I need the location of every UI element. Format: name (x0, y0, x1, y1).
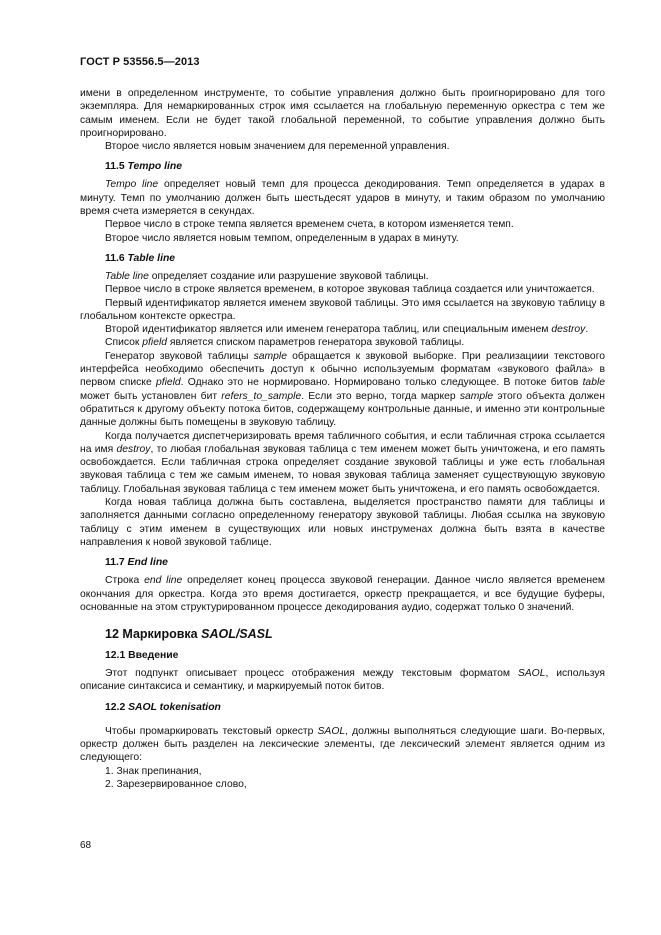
paragraph: Список pfield является списком параметров генератора звуковой таблицы. (105, 337, 465, 349)
section-heading-11-7: 11.7 End line (105, 557, 168, 569)
paragraph: Когда получается диспетчеризировать время табличного события, и если табличная строка ссылается на имя destroy, то любая глобальная звуковая таблица с тем именем может быть уничтожена, и его память освобождается. Если табличная строка определяет создание звуковой таблицы и уже есть глобальная звуковая таблица с тем же самым именем, то новая звуковая таблица заменяет существующую звуковую таблицу. Глобальная звуковая таблица с тем именем может быть уничтожена, и его память освобождается. (80, 430, 605, 495)
paragraph: Когда новая таблица должна быть составлена, выделяется пространство памяти для таблицы и заполняется данными согласно определенному генератору звуковой таблицы. Любая ссылка на звуковую таблицу с этим именем в существующих или новых инструменах должна быть взята в качестве направления к новой звуковой таблице. (80, 497, 605, 548)
paragraph: Второе число является новым значением для переменной управления. (105, 141, 450, 153)
paragraph: Чтобы промаркировать текстовый оркестр SAOL, должны выполняться следующие шаги. Во-первых, оркестр должен быть разделен на лексические элементы, где лексический элемент является одним из следующего: (80, 725, 605, 764)
list-item: 1. Знак препинания, (105, 765, 202, 777)
paragraph: Второй идентификатор является или именем генератора таблиц, или специальным именем destroy. (105, 324, 589, 336)
paragraph: Строка end line определяет конец процесса звуковой генерации. Данное число является временем окончания для оркестра. Когда это время достигается, оркестр прекращается, и все будущие буферы, основанные на этом структурированном процессе декодирования аудио, содержат только 0 значений. (80, 575, 605, 613)
section-heading-11-5: 11.5 Tempo line (105, 161, 183, 173)
paragraph: Table line определяет создание или разрушение звуковой таблицы. (105, 270, 429, 282)
paragraph: имени в определенном инструменте, то событие управления должно быть проигнорировано для того экземпляра. Для немаркированных строк имя ссылается на глобальную переменную оркестра с тем же самым именем. Если не будет такой глобальной переменной, то событие управления должно быть проигнорировано. (80, 88, 605, 139)
page-number: 68 (80, 840, 92, 851)
paragraph: Первое число в строке темпа является временем счета, в котором изменяется темп. (105, 219, 514, 231)
section-heading-11-6: 11.6 Table line (105, 252, 176, 264)
paragraph: Этот подпункт описывает процесс отображения между текстовым форматом SAOL, используя описание синтаксиса и семантику, и маркируемый поток битов. (80, 668, 605, 693)
paragraph: Второе число является новым темпом, определенным в ударах в минуту. (105, 232, 459, 244)
paragraph: Первое число в строке является временем, в которое звуковая таблица создается или уничтожается. (105, 284, 595, 296)
paragraph: Первый идентификатор является именем звуковой таблицы. Это имя ссылается на звуковую таблицу в глобальном контексте оркестра. (80, 297, 605, 322)
section-heading-12-2: 12.2 SAOL tokenisation (105, 701, 221, 713)
list-item: 2. Зарезервированное слово, (105, 778, 247, 790)
page-content (80, 56, 605, 791)
paragraph: Tempo line определяет новый темп для процесса декодирования. Темп определяется в ударах в минуту. Темп по умолчанию должен быть шестьдесят ударов в минуту, и таким образом по умолчанию время счета измеряется в секундах. (80, 179, 605, 218)
paragraph: Генератор звуковой таблицы sample обращается к звуковой выборке. При реализациии текстового интерфейса необходимо обеспечить доступ к обычно используемым форматам «звукового файла» в первом списке pfield. Однако это не нормировано. Нормировано только следующее. В потоке битов table может быть установлен бит refers_to_sample. Если это верно, тогда маркер sample этого объекта должен обратиться к другому объекту потока битов, содержащему контрольные данные, и именно эти контрольные данные должны быть помещены в звуковую таблицу. (80, 350, 605, 429)
document-header: ГОСТ Р 53556.5—2013 (80, 56, 200, 68)
section-heading-12: 12 Маркировка SAOL/SASL (105, 627, 273, 642)
section-heading-12-1: 12.1 Введение (105, 650, 179, 662)
